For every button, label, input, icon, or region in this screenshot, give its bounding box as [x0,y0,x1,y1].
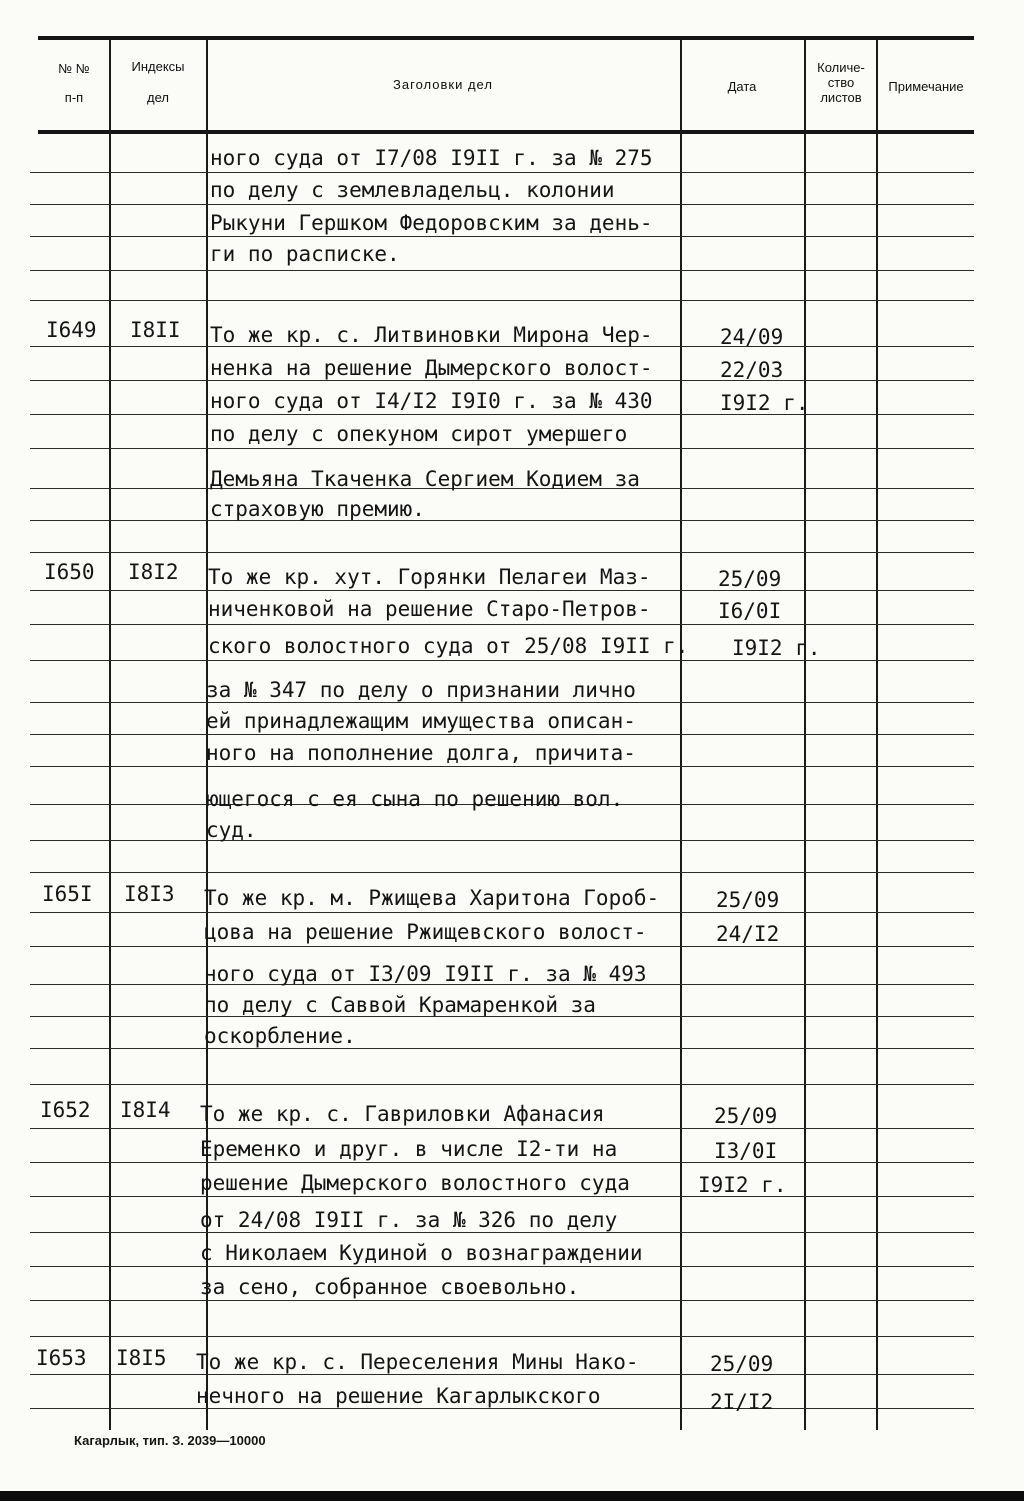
ruled-line [30,912,974,913]
ruled-line [30,702,974,703]
entry-date: I3/0I [714,1139,778,1163]
top-rule [38,36,974,40]
ruled-line [30,1408,974,1409]
entry-line: по делу с землевладельц. колонии [210,178,615,202]
header-sheets-line2: ство [827,75,855,90]
column-divider [876,40,878,1430]
ruled-line [30,624,974,625]
ruled-line [30,766,974,767]
entry-index: I8I5 [116,1346,167,1370]
ruled-line [30,270,974,271]
ruled-line [30,1084,974,1085]
ruled-line [30,552,974,553]
header-titles: Заголовки дел [393,77,493,92]
entry-number: I653 [36,1346,87,1370]
printer-imprint: Кагарлык, тип. З. 2039—10000 [74,1433,266,1448]
ruled-line [30,1336,974,1337]
entry-line: страховую премию. [210,497,425,521]
entry-index: I8I3 [124,882,175,906]
ruled-line [30,1196,974,1197]
ruled-line [30,414,974,415]
entry-date: I9I2 г. [698,1173,787,1197]
column-divider [680,40,682,1430]
header-sheets-line3: листов [820,90,862,105]
entry-line: ного на пополнение долга, причита- [206,741,636,765]
entry-line: То же кр. с. Гавриловки Афанасия [200,1102,605,1126]
entry-date: I6/0I [718,599,782,623]
entry-line: Демьяна Ткаченка Сергием Кодием за [210,467,640,491]
ruled-line [30,660,974,661]
ruled-line [30,380,974,381]
header-rule [38,130,974,134]
entry-line: от 24/08 I9II г. за № 326 по делу [200,1208,618,1232]
entry-date: I9I2 г. [720,391,809,415]
ruled-line [30,300,974,301]
ruled-line [30,448,974,449]
ruled-line [30,1048,974,1049]
ruled-line [30,1374,974,1375]
header-sheets [806,60,876,105]
ruled-line [30,590,974,591]
header-notes: Примечание [888,79,964,94]
entry-line: за сено, собранное своевольно. [200,1275,580,1299]
ruled-line [30,1128,974,1129]
entry-line: нечного на решение Кагарлыкского [196,1384,601,1408]
entry-line: цова на решение Ржищевского волост- [204,920,647,944]
ruled-line [30,236,974,237]
entry-date: 25/09 [710,1352,774,1376]
entry-line: То же кр. с. Переселения Мины Нако- [196,1350,639,1374]
entry-line: ги по расписке. [210,242,400,266]
column-divider [804,40,806,1430]
bottom-band [0,1491,1024,1501]
entry-line: ниченковой на решение Старо-Петров- [208,597,651,621]
entry-index: I8I2 [128,560,179,584]
ruled-line [30,872,974,873]
entry-index: I8I4 [120,1098,171,1122]
entry-date: I9I2 г. [732,636,821,660]
entry-date: 24/I2 [716,922,780,946]
entry-number: I650 [44,560,95,584]
entry-date: 25/09 [716,888,780,912]
entry-line: за № 347 по делу о признании лично [206,678,636,702]
entry-date: 22/03 [720,358,784,382]
ruled-line [30,734,974,735]
entry-number: I649 [46,318,97,342]
entry-date: 25/09 [714,1104,778,1128]
entry-date: 24/09 [720,325,784,349]
entry-line: То же кр. с. Литвиновки Мирона Чер- [210,323,653,347]
header-date: Дата [727,79,757,94]
entry-number: I652 [40,1098,91,1122]
ruled-line [30,946,974,947]
ruled-line [30,1162,974,1163]
ruled-line [30,520,974,521]
header-index [111,58,205,106]
entry-line: То же кр. хут. Горянки Пелагеи Маз- [208,565,651,589]
entry-line: ного суда от I3/09 I9II г. за № 493 [204,962,647,986]
entry-line: ного суда от I7/08 I9II г. за № 275 [210,146,653,170]
entry-line: ненка на решение Дымерского волост- [210,356,653,380]
header-number [40,60,108,106]
header-number-line1: № № [58,61,90,76]
ruled-line [30,1266,974,1267]
entry-line: Рыкуни Гершком Федоровским за день- [210,211,653,235]
header-number-line2: п-п [64,90,84,105]
header-index-line2: дел [147,90,169,105]
ruled-line [30,840,974,841]
header-sheets-line1: Количе- [817,60,865,75]
column-divider [109,40,111,1430]
entry-date: 2I/I2 [710,1390,774,1414]
entry-line: То же кр. м. Ржищева Харитона Гороб- [204,886,660,910]
entry-line: оскорбление. [204,1024,356,1048]
ruled-line [30,1232,974,1233]
entry-line: решение Дымерского волостного суда [200,1171,630,1195]
entry-line: по делу с опекуном сирот умершего [210,422,628,446]
ruled-line [30,172,974,173]
entry-index: I8II [130,318,181,342]
entry-line: ного суда от I4/I2 I9I0 г. за № 430 [210,389,653,413]
entry-line: суд. [206,818,257,842]
header-index-line1: Индексы [131,59,185,74]
entry-line: ющегося с ея сына по решению вол. [206,787,624,811]
ruled-line [30,1300,974,1301]
entry-line: с Николаем Кудиной о вознаграждении [200,1241,643,1265]
entry-line: ей принадлежащим имущества описан- [206,709,636,733]
entry-line: Еременко и друг. в числе I2-ти на [200,1137,618,1161]
entry-date: 25/09 [718,567,782,591]
entry-line: по делу с Саввой Крамаренкой за [204,993,596,1017]
ruled-line [30,204,974,205]
entry-line: ского волостного суда от 25/08 I9II г. [208,634,689,658]
entry-number: I65I [42,882,93,906]
